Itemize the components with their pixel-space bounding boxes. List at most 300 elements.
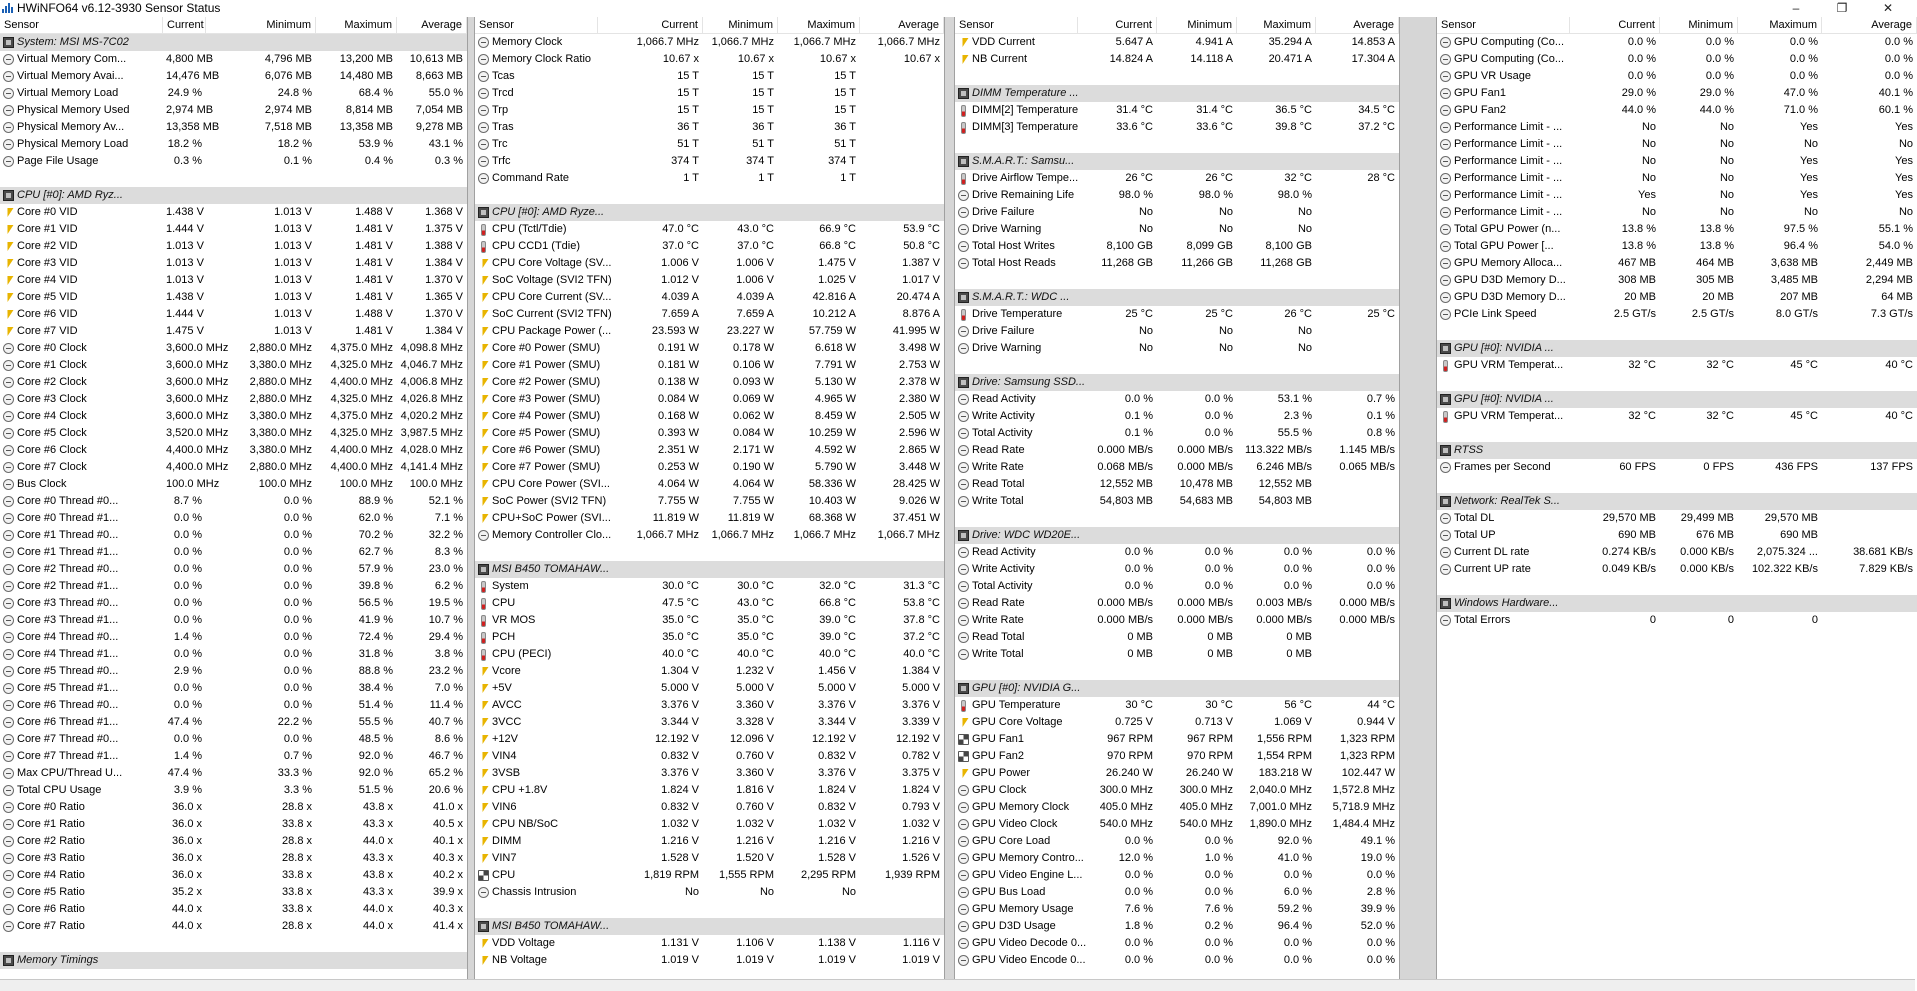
sensor-row[interactable] [475, 884, 944, 901]
sensor-value-icon [1440, 292, 1451, 303]
sensor-average-value: 43.1 % [428, 138, 463, 150]
sensor-row[interactable] [0, 663, 467, 680]
sensor-minimum-value: 13.8 % [1699, 240, 1734, 252]
sensor-row[interactable] [0, 680, 467, 697]
sensor-maximum-value: 7,001.0 MHz [1249, 801, 1312, 813]
sensor-row[interactable] [0, 204, 467, 221]
sensor-row[interactable] [0, 289, 467, 306]
sensor-row[interactable] [0, 153, 467, 170]
col-header-average[interactable]: Average [1316, 17, 1399, 33]
sensor-row[interactable] [955, 561, 1399, 578]
spacer-row [475, 901, 944, 918]
sensor-row[interactable] [475, 629, 944, 646]
sensor-row[interactable] [475, 391, 944, 408]
sensor-row[interactable] [0, 697, 467, 714]
sensor-row[interactable] [1437, 85, 1917, 102]
sensor-row[interactable] [0, 544, 467, 561]
sensor-row[interactable] [0, 425, 467, 442]
sensor-row[interactable] [1437, 459, 1917, 476]
sensor-row[interactable] [0, 255, 467, 272]
sensor-row[interactable] [1437, 544, 1917, 561]
maximize-button[interactable]: ❐ [1836, 0, 1848, 15]
sensor-row[interactable] [475, 493, 944, 510]
sensor-row[interactable] [955, 595, 1399, 612]
sensor-row[interactable] [955, 782, 1399, 799]
sensor-name: Drive Remaining Life [972, 189, 1075, 201]
sensor-current-value: 0.0 % [173, 546, 202, 558]
sensor-row[interactable] [1437, 119, 1917, 136]
col-header-sensor[interactable]: Sensor [475, 17, 598, 33]
sensor-row[interactable] [475, 867, 944, 884]
sensor-row[interactable] [0, 85, 467, 102]
col-header-sensor[interactable]: Sensor [955, 17, 1078, 33]
sensor-row[interactable] [0, 272, 467, 289]
sensor-row[interactable] [1437, 306, 1917, 323]
col-header-current[interactable]: Current [1078, 17, 1157, 33]
sensor-current-value: 0.138 W [658, 376, 699, 388]
sensor-row[interactable] [955, 476, 1399, 493]
sensor-row[interactable] [955, 884, 1399, 901]
sensor-minimum-value: 12.096 V [729, 733, 774, 745]
sensor-group-header[interactable] [0, 34, 467, 51]
sensor-row[interactable] [955, 612, 1399, 629]
sensor-value-icon [3, 768, 14, 779]
sensor-group-header[interactable] [0, 187, 467, 204]
sensor-row[interactable] [475, 442, 944, 459]
sensor-row[interactable] [1437, 34, 1917, 51]
sensor-group-name: CPU [#0]: AMD Ryz... [17, 189, 123, 201]
sensor-row[interactable] [0, 867, 467, 884]
sensor-value-icon [1440, 105, 1451, 116]
sensor-group-header[interactable] [955, 85, 1399, 102]
sensor-row[interactable] [0, 850, 467, 867]
sensor-row[interactable] [0, 765, 467, 782]
sensor-row[interactable] [955, 238, 1399, 255]
sensor-row[interactable] [955, 442, 1399, 459]
sensor-row[interactable] [475, 935, 944, 952]
col-header-minimum[interactable]: Minimum [703, 17, 778, 33]
sensor-row[interactable] [1437, 527, 1917, 544]
sensor-row[interactable] [475, 680, 944, 697]
sensor-value-icon [3, 751, 14, 762]
sensor-name: Total Host Reads [972, 257, 1056, 269]
sensor-value-icon [958, 479, 969, 490]
sensor-row[interactable] [475, 782, 944, 799]
sensor-maximum-value: 1.069 V [1274, 716, 1312, 728]
sensor-row[interactable] [475, 612, 944, 629]
sensor-row[interactable] [0, 68, 467, 85]
sensor-name: SoC Power (SVI2 TFN) [492, 495, 607, 507]
sensor-row[interactable] [0, 238, 467, 255]
sensor-row[interactable] [0, 731, 467, 748]
sensor-row[interactable] [475, 731, 944, 748]
sensor-row[interactable] [955, 187, 1399, 204]
sensor-group-header[interactable] [955, 527, 1399, 544]
sensor-row[interactable] [955, 850, 1399, 867]
sensor-row[interactable] [1437, 204, 1917, 221]
sensor-row[interactable] [0, 595, 467, 612]
sensor-row[interactable] [1437, 408, 1917, 425]
sensor-row[interactable] [475, 221, 944, 238]
pane-splitter[interactable] [1399, 17, 1437, 979]
sensor-row[interactable] [0, 51, 467, 68]
sensor-value-icon [478, 156, 489, 167]
sensor-row[interactable] [475, 663, 944, 680]
sensor-row[interactable] [0, 102, 467, 119]
sensor-name: CPU Core Voltage (SV... [492, 257, 612, 269]
voltage-bolt-icon [478, 768, 489, 779]
sensor-row[interactable] [0, 748, 467, 765]
sensor-row[interactable] [955, 714, 1399, 731]
sensor-minimum-value: 28.8 x [282, 920, 312, 932]
sensor-row[interactable] [955, 629, 1399, 646]
sensor-group-header[interactable] [955, 153, 1399, 170]
sensor-row[interactable] [1437, 255, 1917, 272]
sensor-row[interactable] [0, 527, 467, 544]
sensor-row[interactable] [1437, 272, 1917, 289]
sensor-row[interactable] [0, 323, 467, 340]
sensor-row[interactable] [0, 442, 467, 459]
sensor-row[interactable] [475, 272, 944, 289]
sensor-current-value: 36 T [677, 121, 699, 133]
voltage-bolt-icon [478, 853, 489, 864]
sensor-current-value: 0.0 % [1627, 36, 1656, 48]
sensor-maximum-value: 51.5 % [358, 784, 393, 796]
sensor-row[interactable] [1437, 510, 1917, 527]
sensor-row[interactable] [0, 136, 467, 153]
sensor-row[interactable] [955, 255, 1399, 272]
sensor-minimum-value: 4.064 W [733, 478, 774, 490]
sensor-current-value: 29,570 MB [1602, 512, 1656, 524]
pane-splitter[interactable] [944, 17, 955, 979]
col-header-minimum[interactable]: Minimum [1660, 17, 1738, 33]
sensor-row[interactable] [475, 476, 944, 493]
sensor-row[interactable] [955, 51, 1399, 68]
sensor-row[interactable] [475, 51, 944, 68]
sensor-row[interactable] [475, 408, 944, 425]
sensor-row[interactable] [475, 425, 944, 442]
sensor-row[interactable] [955, 221, 1399, 238]
sensor-row[interactable] [0, 833, 467, 850]
sensor-row[interactable] [955, 935, 1399, 952]
sensor-row[interactable] [955, 799, 1399, 816]
sensor-row[interactable] [475, 850, 944, 867]
sensor-current-value: 0.725 V [1115, 716, 1153, 728]
col-header-maximum[interactable]: Maximum [1237, 17, 1316, 33]
sensor-row[interactable] [1437, 136, 1917, 153]
sensor-row[interactable] [955, 731, 1399, 748]
sensor-row[interactable] [1437, 187, 1917, 204]
sensor-row[interactable] [0, 629, 467, 646]
sensor-value-icon [3, 88, 14, 99]
voltage-bolt-icon [478, 785, 489, 796]
sensor-row[interactable] [0, 459, 467, 476]
sensor-current-value: 14,476 MB [166, 70, 220, 82]
sensor-group-name: Drive: WDC WD20E... [972, 529, 1081, 541]
sensor-row[interactable] [0, 918, 467, 935]
sensor-row[interactable] [0, 391, 467, 408]
sensor-row[interactable] [955, 918, 1399, 935]
sensor-minimum-value: 15 T [752, 70, 774, 82]
sensor-group-header[interactable] [0, 952, 467, 969]
sensor-row[interactable] [0, 306, 467, 323]
sensor-pane-3[interactable] [955, 17, 1399, 979]
sensor-row[interactable] [475, 578, 944, 595]
sensor-group-header[interactable] [475, 204, 944, 221]
sensor-row[interactable] [0, 340, 467, 357]
sensor-current-value: 36.0 x [172, 835, 202, 847]
sensor-row[interactable] [475, 119, 944, 136]
sensor-row[interactable] [1437, 102, 1917, 119]
voltage-bolt-icon [478, 377, 489, 388]
sensor-row[interactable] [475, 238, 944, 255]
sensor-row[interactable] [955, 391, 1399, 408]
sensor-row[interactable] [475, 748, 944, 765]
col-header-current[interactable]: Current [1570, 17, 1660, 33]
sensor-value-icon [958, 547, 969, 558]
sensor-group-name: Drive: Samsung SSD... [972, 376, 1086, 388]
sensor-row[interactable] [1437, 170, 1917, 187]
sensor-row[interactable] [0, 119, 467, 136]
sensor-group-header[interactable] [1437, 340, 1917, 357]
sensor-row[interactable] [0, 901, 467, 918]
sensor-name: GPU D3D Memory D... [1454, 274, 1566, 286]
sensor-row[interactable] [955, 646, 1399, 663]
sensor-row[interactable] [0, 799, 467, 816]
sensor-row[interactable] [955, 102, 1399, 119]
sensor-row[interactable] [0, 493, 467, 510]
sensor-group-header[interactable] [475, 561, 944, 578]
sensor-row[interactable] [955, 493, 1399, 510]
sensor-row[interactable] [475, 765, 944, 782]
sensor-current-value: 0.049 KB/s [1602, 563, 1656, 575]
sensor-row[interactable] [475, 833, 944, 850]
sensor-row[interactable] [955, 867, 1399, 884]
col-header-maximum[interactable]: Maximum [1738, 17, 1822, 33]
sensor-row[interactable] [0, 884, 467, 901]
sensor-row[interactable] [955, 952, 1399, 969]
sensor-row[interactable] [955, 544, 1399, 561]
sensor-name: Core #4 Thread #1... [17, 648, 119, 660]
sensor-row[interactable] [475, 170, 944, 187]
sensor-row[interactable] [475, 289, 944, 306]
sensor-minimum-value: 35.0 °C [737, 614, 774, 626]
col-header-sensor[interactable]: Sensor [1437, 17, 1570, 33]
sensor-group-header[interactable] [1437, 493, 1917, 510]
sensor-group-header[interactable] [955, 289, 1399, 306]
thermometer-icon [1440, 360, 1451, 371]
sensor-average-value: 5.000 V [902, 682, 940, 694]
sensor-average-value: 1.145 MB/s [1339, 444, 1395, 456]
close-button[interactable]: ✕ [1882, 0, 1894, 15]
sensor-value-icon [3, 734, 14, 745]
sensor-row[interactable] [475, 697, 944, 714]
sensor-row[interactable] [955, 306, 1399, 323]
sensor-row[interactable] [0, 578, 467, 595]
sensor-row[interactable] [955, 901, 1399, 918]
sensor-group-name: RTSS [1454, 444, 1484, 456]
sensor-value-icon [1440, 309, 1451, 320]
col-header-current[interactable]: Current [163, 17, 206, 33]
sensor-row[interactable] [0, 476, 467, 493]
sensor-row[interactable] [475, 255, 944, 272]
sensor-current-value: 35.0 °C [662, 631, 699, 643]
sensor-current-value: 7.6 % [1124, 903, 1153, 915]
sensor-maximum-value: 32 °C [1284, 172, 1312, 184]
sensor-row[interactable] [955, 119, 1399, 136]
sensor-value-icon [478, 173, 489, 184]
minimize-button[interactable]: – [1792, 0, 1800, 15]
sensor-row[interactable] [955, 408, 1399, 425]
sensor-minimum-value: 25 °C [1205, 308, 1233, 320]
sensor-row[interactable] [1437, 238, 1917, 255]
col-header-average[interactable]: Average [1822, 17, 1917, 33]
sensor-current-value: 3,600.0 MHz [166, 376, 229, 388]
sensor-row[interactable] [955, 833, 1399, 850]
sensor-row[interactable] [475, 102, 944, 119]
sensor-row[interactable] [475, 595, 944, 612]
window-title: HWiNFO64 v6.12-3930 Sensor Status [17, 0, 221, 15]
sensor-name: Virtual Memory Com... [17, 53, 127, 65]
sensor-group-name: Windows Hardware... [1454, 597, 1559, 609]
sensor-average-value: 50.8 °C [903, 240, 940, 252]
sensor-row[interactable] [955, 459, 1399, 476]
sensor-group-header[interactable] [1437, 391, 1917, 408]
sensor-maximum-value: 5.000 V [818, 682, 856, 694]
sensor-row[interactable] [955, 204, 1399, 221]
sensor-maximum-value: 31.8 % [358, 648, 393, 660]
sensor-row[interactable] [955, 697, 1399, 714]
col-header-maximum[interactable]: Maximum [778, 17, 860, 33]
sensor-row[interactable] [1437, 68, 1917, 85]
sensor-group-header[interactable] [955, 680, 1399, 697]
sensor-row[interactable] [955, 748, 1399, 765]
sensor-name: GPU D3D Memory D... [1454, 291, 1566, 303]
sensor-name: Core #1 Ratio [17, 818, 85, 830]
sensor-row[interactable] [1437, 221, 1917, 238]
sensor-row[interactable] [955, 340, 1399, 357]
sensor-group-header[interactable] [475, 918, 944, 935]
sensor-current-value: 11,268 GB [1101, 257, 1153, 269]
sensor-row[interactable] [955, 578, 1399, 595]
col-header-current[interactable]: Current [598, 17, 703, 33]
sensor-pane-1[interactable] [0, 17, 467, 979]
col-header-average[interactable]: Average [397, 17, 467, 33]
sensor-maximum-value: 207 MB [1780, 291, 1818, 303]
sensor-row[interactable] [955, 34, 1399, 51]
sensor-row[interactable] [0, 510, 467, 527]
sensor-average-value: 25 °C [1367, 308, 1395, 320]
sensor-row[interactable] [955, 425, 1399, 442]
sensor-group-header[interactable] [1437, 442, 1917, 459]
sensor-maximum-value: 1.481 V [355, 291, 393, 303]
sensor-row[interactable] [475, 714, 944, 731]
sensor-row[interactable] [1437, 357, 1917, 374]
sensor-name: GPU Video Engine L... [972, 869, 1083, 881]
sensor-row[interactable] [475, 646, 944, 663]
sensor-row[interactable] [475, 816, 944, 833]
sensor-row[interactable] [0, 374, 467, 391]
sensor-maximum-value: 0.0 % [1283, 546, 1312, 558]
sensor-row[interactable] [0, 816, 467, 833]
sensor-row[interactable] [955, 323, 1399, 340]
sensor-row[interactable] [475, 306, 944, 323]
sensor-pane-2[interactable] [475, 17, 944, 979]
sensor-row[interactable] [475, 340, 944, 357]
sensor-minimum-value: 37.0 °C [737, 240, 774, 252]
sensor-minimum-value: No [1218, 206, 1233, 218]
sensor-row[interactable] [0, 357, 467, 374]
sensor-row[interactable] [475, 323, 944, 340]
sensor-row[interactable] [0, 714, 467, 731]
sensor-row[interactable] [1437, 153, 1917, 170]
sensor-row[interactable] [0, 646, 467, 663]
sensor-value-icon [958, 649, 969, 660]
sensor-row[interactable] [475, 527, 944, 544]
sensor-current-value: 0.0 % [173, 733, 202, 745]
sensor-row[interactable] [475, 136, 944, 153]
sensor-row[interactable] [475, 952, 944, 969]
sensor-row[interactable] [0, 612, 467, 629]
sensor-row[interactable] [475, 153, 944, 170]
sensor-row[interactable] [475, 85, 944, 102]
sensor-minimum-value: 4,796 MB [264, 53, 312, 65]
col-header-maximum[interactable]: Maximum [316, 17, 397, 33]
sensor-minimum-value: 0.0 % [283, 529, 312, 541]
pane-splitter[interactable] [467, 17, 475, 979]
voltage-bolt-icon [3, 326, 14, 337]
sensor-row[interactable] [475, 799, 944, 816]
sensor-maximum-value: 44.0 x [363, 903, 393, 915]
sensor-minimum-value: No [1218, 223, 1233, 235]
sensor-row[interactable] [1437, 561, 1917, 578]
sensor-row[interactable] [955, 816, 1399, 833]
sensor-maximum-value: 1.481 V [355, 274, 393, 286]
sensor-row[interactable] [475, 459, 944, 476]
sensor-maximum-value: 68.4 % [358, 87, 393, 99]
sensor-row[interactable] [955, 170, 1399, 187]
sensor-name: Performance Limit - ... [1454, 138, 1563, 150]
sensor-name: +12V [492, 733, 518, 745]
sensor-minimum-value: 1,066.7 MHz [711, 529, 774, 541]
sensor-row[interactable] [0, 561, 467, 578]
sensor-minimum-value: 32 °C [1706, 359, 1734, 371]
sensor-row[interactable] [475, 510, 944, 527]
sensor-group-header[interactable] [955, 374, 1399, 391]
sensor-row[interactable] [1437, 289, 1917, 306]
sensor-pane-4[interactable] [1437, 17, 1917, 979]
col-header-minimum[interactable]: Minimum [1157, 17, 1237, 33]
col-header-sensor[interactable]: Sensor [0, 17, 163, 33]
sensor-row[interactable] [0, 221, 467, 238]
sensor-row[interactable] [1437, 51, 1917, 68]
sensor-minimum-value: 33.3 % [277, 767, 312, 779]
sensor-row[interactable] [475, 374, 944, 391]
col-header-minimum[interactable]: Minimum [206, 17, 316, 33]
sensor-group-header[interactable] [1437, 595, 1917, 612]
sensor-row[interactable] [1437, 612, 1917, 629]
sensor-minimum-value: 33.8 x [282, 886, 312, 898]
sensor-row[interactable] [0, 408, 467, 425]
sensor-row[interactable] [0, 782, 467, 799]
sensor-row[interactable] [955, 765, 1399, 782]
sensor-row[interactable] [475, 68, 944, 85]
col-header-average[interactable]: Average [860, 17, 944, 33]
sensor-maximum-value: 12.192 V [811, 733, 856, 745]
sensor-current-value: 0.253 W [658, 461, 699, 473]
sensor-row[interactable] [475, 357, 944, 374]
sensor-row[interactable] [475, 34, 944, 51]
